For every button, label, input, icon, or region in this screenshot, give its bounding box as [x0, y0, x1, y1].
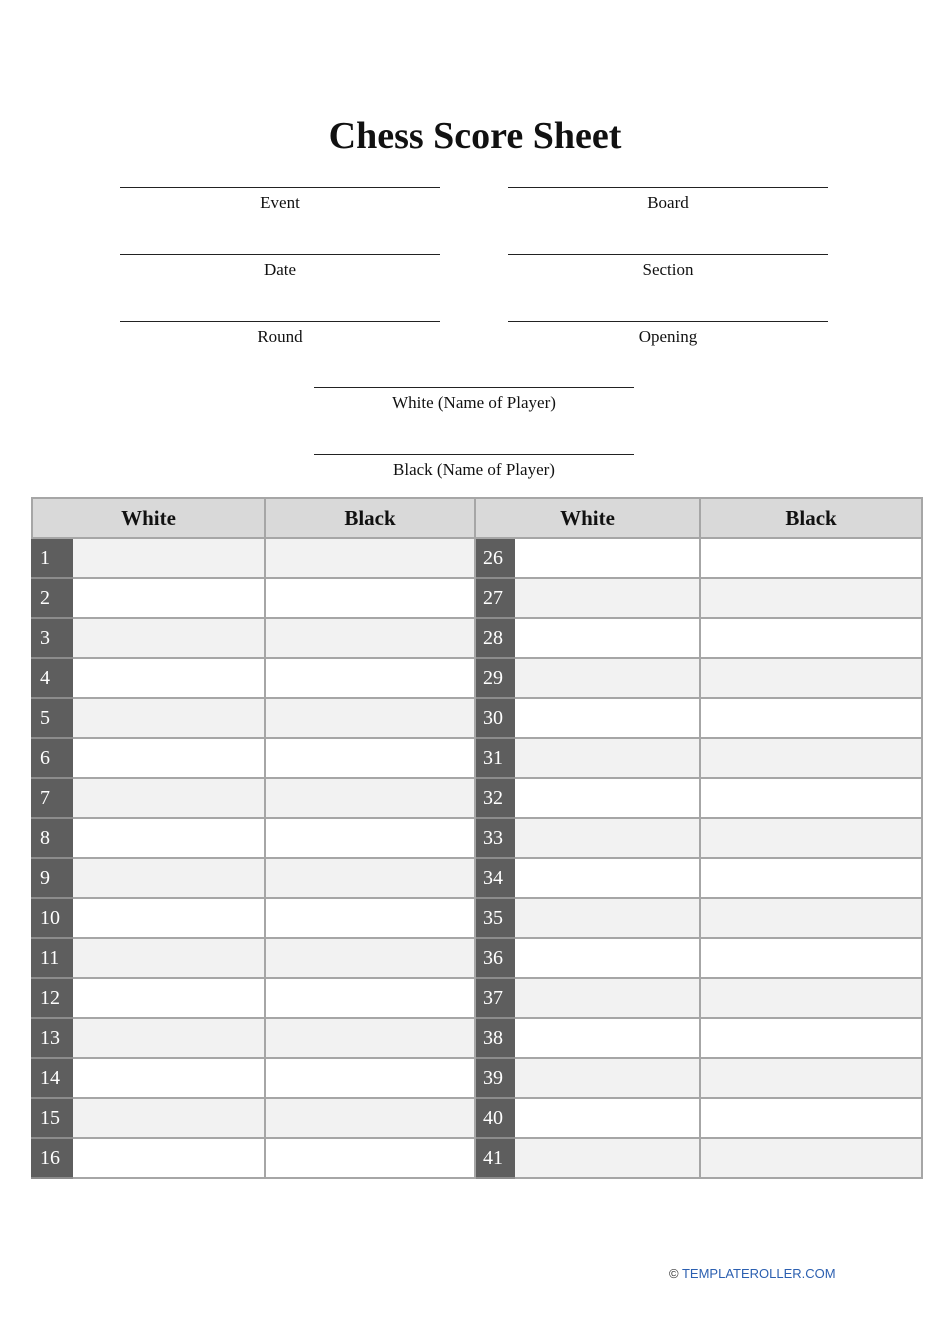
opening-field[interactable] — [508, 300, 828, 348]
move-number-right: 31 — [475, 738, 514, 778]
white-move-cell-left[interactable] — [72, 738, 265, 778]
header-white-left: White — [32, 498, 265, 538]
black-move-cell-left[interactable] — [265, 578, 475, 618]
black-player-line[interactable] — [314, 433, 634, 455]
round-field[interactable] — [120, 300, 440, 348]
white-move-cell-right[interactable] — [514, 1058, 700, 1098]
move-number-left: 13 — [32, 1018, 72, 1058]
table-row — [32, 858, 922, 898]
move-number-left: 2 — [32, 578, 72, 618]
score-body — [32, 538, 922, 1178]
move-number-right: 34 — [475, 858, 514, 898]
black-move-cell-right[interactable] — [700, 978, 922, 1018]
white-move-cell-left[interactable] — [72, 1058, 265, 1098]
white-move-cell-left[interactable] — [72, 1138, 265, 1178]
move-number-left: 5 — [32, 698, 72, 738]
move-number-right: 36 — [475, 938, 514, 978]
black-move-cell-right[interactable] — [700, 1018, 922, 1058]
black-move-cell-right[interactable] — [700, 1138, 922, 1178]
round-line[interactable] — [120, 300, 440, 322]
white-move-cell-left[interactable] — [72, 698, 265, 738]
white-move-cell-right[interactable] — [514, 818, 700, 858]
move-number-left: 1 — [32, 538, 72, 578]
table-row — [32, 778, 922, 818]
black-move-cell-right[interactable] — [700, 778, 922, 818]
table-header-row — [32, 498, 922, 538]
move-number-right: 41 — [475, 1138, 514, 1178]
move-number-left: 9 — [32, 858, 72, 898]
black-move-cell-left[interactable] — [265, 898, 475, 938]
black-move-cell-right[interactable] — [700, 1098, 922, 1138]
score-table — [31, 497, 923, 1179]
black-move-cell-left[interactable] — [265, 538, 475, 578]
table-row — [32, 818, 922, 858]
white-move-cell-left[interactable] — [72, 898, 265, 938]
white-move-cell-left[interactable] — [72, 658, 265, 698]
section-line[interactable] — [508, 233, 828, 255]
black-move-cell-left[interactable] — [265, 698, 475, 738]
event-line[interactable] — [120, 166, 440, 188]
table-row — [32, 698, 922, 738]
black-move-cell-left[interactable] — [265, 1018, 475, 1058]
page-title: Chess Score Sheet — [328, 115, 622, 157]
white-move-cell-right[interactable] — [514, 778, 700, 818]
black-move-cell-right[interactable] — [700, 858, 922, 898]
white-move-cell-right[interactable] — [514, 1138, 700, 1178]
white-move-cell-right[interactable] — [514, 618, 700, 658]
move-number-left: 10 — [32, 898, 72, 938]
table-row — [32, 1058, 922, 1098]
white-move-cell-left[interactable] — [72, 778, 265, 818]
black-move-cell-left[interactable] — [265, 1058, 475, 1098]
move-number-right: 27 — [475, 578, 514, 618]
board-line[interactable] — [508, 166, 828, 188]
move-number-right: 37 — [475, 978, 514, 1018]
opening-line[interactable] — [508, 300, 828, 322]
move-number-left: 7 — [32, 778, 72, 818]
table-row — [32, 618, 922, 658]
white-move-cell-right[interactable] — [514, 1018, 700, 1058]
table-row — [32, 1138, 922, 1178]
move-number-right: 33 — [475, 818, 514, 858]
white-move-cell-right[interactable] — [514, 698, 700, 738]
move-number-left: 11 — [32, 938, 72, 978]
move-number-left: 6 — [32, 738, 72, 778]
move-number-left: 12 — [32, 978, 72, 1018]
table-row — [32, 978, 922, 1018]
white-player-field[interactable] — [314, 366, 634, 414]
table-row — [32, 1018, 922, 1058]
black-move-cell-left[interactable] — [265, 978, 475, 1018]
table-row — [32, 538, 922, 578]
event-field[interactable] — [120, 166, 440, 214]
header-black-left: Black — [265, 498, 475, 538]
black-move-cell-right[interactable] — [700, 578, 922, 618]
white-move-cell-left[interactable] — [72, 818, 265, 858]
black-move-cell-left[interactable] — [265, 778, 475, 818]
move-number-left: 14 — [32, 1058, 72, 1098]
black-move-cell-left[interactable] — [265, 858, 475, 898]
black-move-cell-right[interactable] — [700, 818, 922, 858]
footer — [669, 1266, 836, 1281]
table-row — [32, 1098, 922, 1138]
table-row — [32, 938, 922, 978]
copyright-symbol: © — [669, 1266, 679, 1281]
round-label: Round — [257, 327, 303, 346]
date-field[interactable] — [120, 233, 440, 281]
white-move-cell-left[interactable] — [72, 1018, 265, 1058]
white-move-cell-right[interactable] — [514, 898, 700, 938]
date-label: Date — [263, 260, 297, 279]
table-row — [32, 578, 922, 618]
black-move-cell-right[interactable] — [700, 1058, 922, 1098]
move-number-right: 30 — [475, 698, 514, 738]
event-label: Event — [260, 193, 300, 212]
header-white-right: White — [475, 498, 700, 538]
section-label: Section — [642, 260, 694, 279]
move-number-left: 8 — [32, 818, 72, 858]
board-field[interactable] — [508, 166, 828, 214]
table-row — [32, 898, 922, 938]
black-move-cell-right[interactable] — [700, 698, 922, 738]
white-player-label: White (Name of Player) — [392, 393, 556, 412]
black-player-field[interactable] — [314, 433, 634, 481]
black-move-cell-left[interactable] — [265, 738, 475, 778]
move-number-left: 16 — [32, 1138, 72, 1178]
black-move-cell-left[interactable] — [265, 938, 475, 978]
date-line[interactable] — [120, 233, 440, 255]
black-move-cell-left[interactable] — [265, 1098, 475, 1138]
white-move-cell-left[interactable] — [72, 538, 265, 578]
table-row — [32, 738, 922, 778]
black-move-cell-left[interactable] — [265, 658, 475, 698]
header-black-right: Black — [700, 498, 922, 538]
white-move-cell-left[interactable] — [72, 1098, 265, 1138]
move-number-right: 38 — [475, 1018, 514, 1058]
opening-label: Opening — [638, 327, 698, 346]
black-move-cell-right[interactable] — [700, 658, 922, 698]
white-move-cell-right[interactable] — [514, 578, 700, 618]
white-move-cell-right[interactable] — [514, 978, 700, 1018]
white-move-cell-right[interactable] — [514, 938, 700, 978]
black-move-cell-right[interactable] — [700, 898, 922, 938]
black-move-cell-left[interactable] — [265, 818, 475, 858]
move-number-left: 15 — [32, 1098, 72, 1138]
white-move-cell-right[interactable] — [514, 738, 700, 778]
white-move-cell-left[interactable] — [72, 938, 265, 978]
white-move-cell-left[interactable] — [72, 858, 265, 898]
move-number-left: 3 — [32, 618, 72, 658]
black-player-label: Black (Name of Player) — [393, 460, 555, 479]
move-number-right: 35 — [475, 898, 514, 938]
section-field[interactable] — [508, 233, 828, 281]
white-move-cell-right[interactable] — [514, 1098, 700, 1138]
black-move-cell-left[interactable] — [265, 1138, 475, 1178]
white-move-cell-left[interactable] — [72, 578, 265, 618]
move-number-right: 29 — [475, 658, 514, 698]
move-number-right: 28 — [475, 618, 514, 658]
table-row — [32, 658, 922, 698]
board-label: Board — [647, 193, 689, 212]
white-move-cell-right[interactable] — [514, 658, 700, 698]
footer-link[interactable]: TEMPLATEROLLER.COM — [681, 1266, 836, 1281]
white-move-cell-left[interactable] — [72, 618, 265, 658]
black-move-cell-right[interactable] — [700, 538, 922, 578]
white-move-cell-right[interactable] — [514, 858, 700, 898]
white-move-cell-left[interactable] — [72, 978, 265, 1018]
move-number-left: 4 — [32, 658, 72, 698]
white-player-line[interactable] — [314, 366, 634, 388]
black-move-cell-right[interactable] — [700, 738, 922, 778]
black-move-cell-right[interactable] — [700, 618, 922, 658]
move-number-right: 26 — [475, 538, 514, 578]
white-move-cell-right[interactable] — [514, 538, 700, 578]
black-move-cell-left[interactable] — [265, 618, 475, 658]
move-number-right: 32 — [475, 778, 514, 818]
black-move-cell-right[interactable] — [700, 938, 922, 978]
move-number-right: 40 — [475, 1098, 514, 1138]
move-number-right: 39 — [475, 1058, 514, 1098]
